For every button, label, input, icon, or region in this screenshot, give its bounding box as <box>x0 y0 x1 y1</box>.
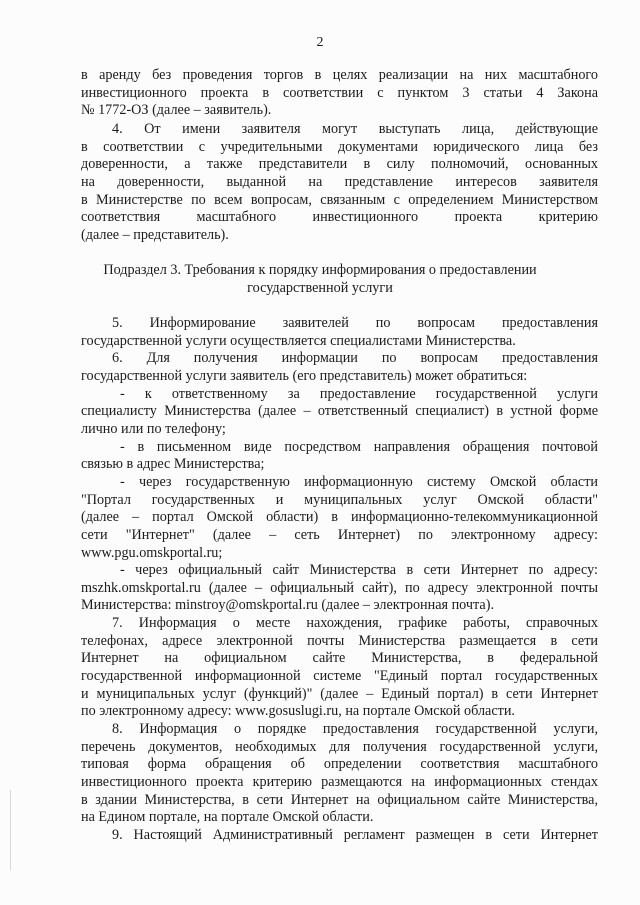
text-line: телефонах, адресе электронной почты Министерства размещается в сети <box>81 633 598 649</box>
text-line: сети "Интернет" (далее – сеть Интернет) по электронному адресу: <box>81 527 598 543</box>
text-line: в аренду без проведения торгов в целях реализации на них масштабного <box>81 67 598 83</box>
text-line: и муниципальных услуг (функций)" (далее – Единый портал) в сети Интернет <box>81 686 598 702</box>
text-line: 4. От имени заявителя могут выступать лица, действующие <box>112 121 598 137</box>
text-line: связью в адрес Министерства; <box>81 456 265 472</box>
text-line: на Едином портале, на портале Омской области. <box>81 809 374 825</box>
text-line: - в письменном виде посредством направления обращения почтовой <box>120 439 598 455</box>
text-line: - через официальный сайт Министерства в сети Интернет по адресу: <box>120 562 598 578</box>
text-line: (далее – представитель). <box>81 227 229 243</box>
text-line: в Министерстве по всем вопросам, связанным с определением Министерством <box>81 192 598 208</box>
text-line: на доверенности, выданной на представление интересов заявителя <box>81 174 598 190</box>
text-line: типовая форма обращения об определении соответствия масштабного <box>81 756 598 772</box>
text-line: по электронному адресу: www.gosuslugi.ru, на портале Омской области. <box>81 703 515 719</box>
text-line: 5. Информирование заявителей по вопросам предоставления <box>112 315 598 331</box>
text-line: Подраздел 3. Требования к порядку информирования о предоставлении <box>103 262 537 278</box>
text-line: государственной услуги заявитель (его представитель) может обратиться: <box>81 368 528 384</box>
text-line: государственной информационной системе "Единый портал государственных <box>81 668 598 684</box>
text-line: Интернет на официальном сайте Министерства, в федеральной <box>81 650 598 666</box>
text-line: перечень документов, необходимых для получения государственной услуги, <box>81 739 598 755</box>
text-line: доверенности, а также представители в силу полномочий, основанных <box>81 156 598 172</box>
text-line: в соответствии с учредительными документами юридического лица без <box>81 139 598 155</box>
text-line: специалисту Министерства (далее – ответственный специалист) в устной форме <box>81 403 598 419</box>
text-line: государственной услуги осуществляется специалистами Министерства. <box>81 333 516 349</box>
text-line: www.pgu.omskportal.ru; <box>81 545 223 561</box>
text-line: в здании Министерства, в сети Интернет на официальном сайте Министерства, <box>81 792 598 808</box>
text-line: (далее – портал Омской области) в информационно-телекоммуникационной <box>81 509 598 525</box>
text-line: соответствия масштабного инвестиционного проекта критерию <box>81 209 598 225</box>
text-line: Министерства: minstroy@omskportal.ru (далее – электронная почта). <box>81 597 494 613</box>
text-line: 7. Информация о месте нахождения, графике работы, справочных <box>112 615 598 631</box>
text-line: 6. Для получения информации по вопросам предоставления <box>112 350 598 366</box>
text-line: "Портал государственных и муниципальных услуг Омской области" <box>81 492 598 508</box>
text-line: 9. Настоящий Административный регламент размещен в сети Интернет <box>112 827 598 843</box>
scan-edge-mark <box>10 790 11 870</box>
text-line: mszhk.omskportal.ru (далее – официальный сайт), по адресу электронной почты <box>81 580 598 596</box>
text-line: - к ответственному за предоставление государственной услуги <box>120 386 598 402</box>
text-line: 8. Информация о порядке предоставления государственной услуги, <box>112 721 598 737</box>
page-number: 2 <box>316 35 324 50</box>
text-line: - через государственную информационную систему Омской области <box>120 474 598 490</box>
text-line: государственной услуги <box>247 280 393 296</box>
text-line: инвестиционного проекта критерию размещаются на информационных стендах <box>81 774 598 790</box>
text-line: № 1772-ОЗ (далее – заявитель). <box>81 102 272 118</box>
text-line: лично или по телефону; <box>81 421 226 437</box>
text-line: инвестиционного проекта в соответствии с пунктом 3 статьи 4 Закона <box>81 85 598 101</box>
